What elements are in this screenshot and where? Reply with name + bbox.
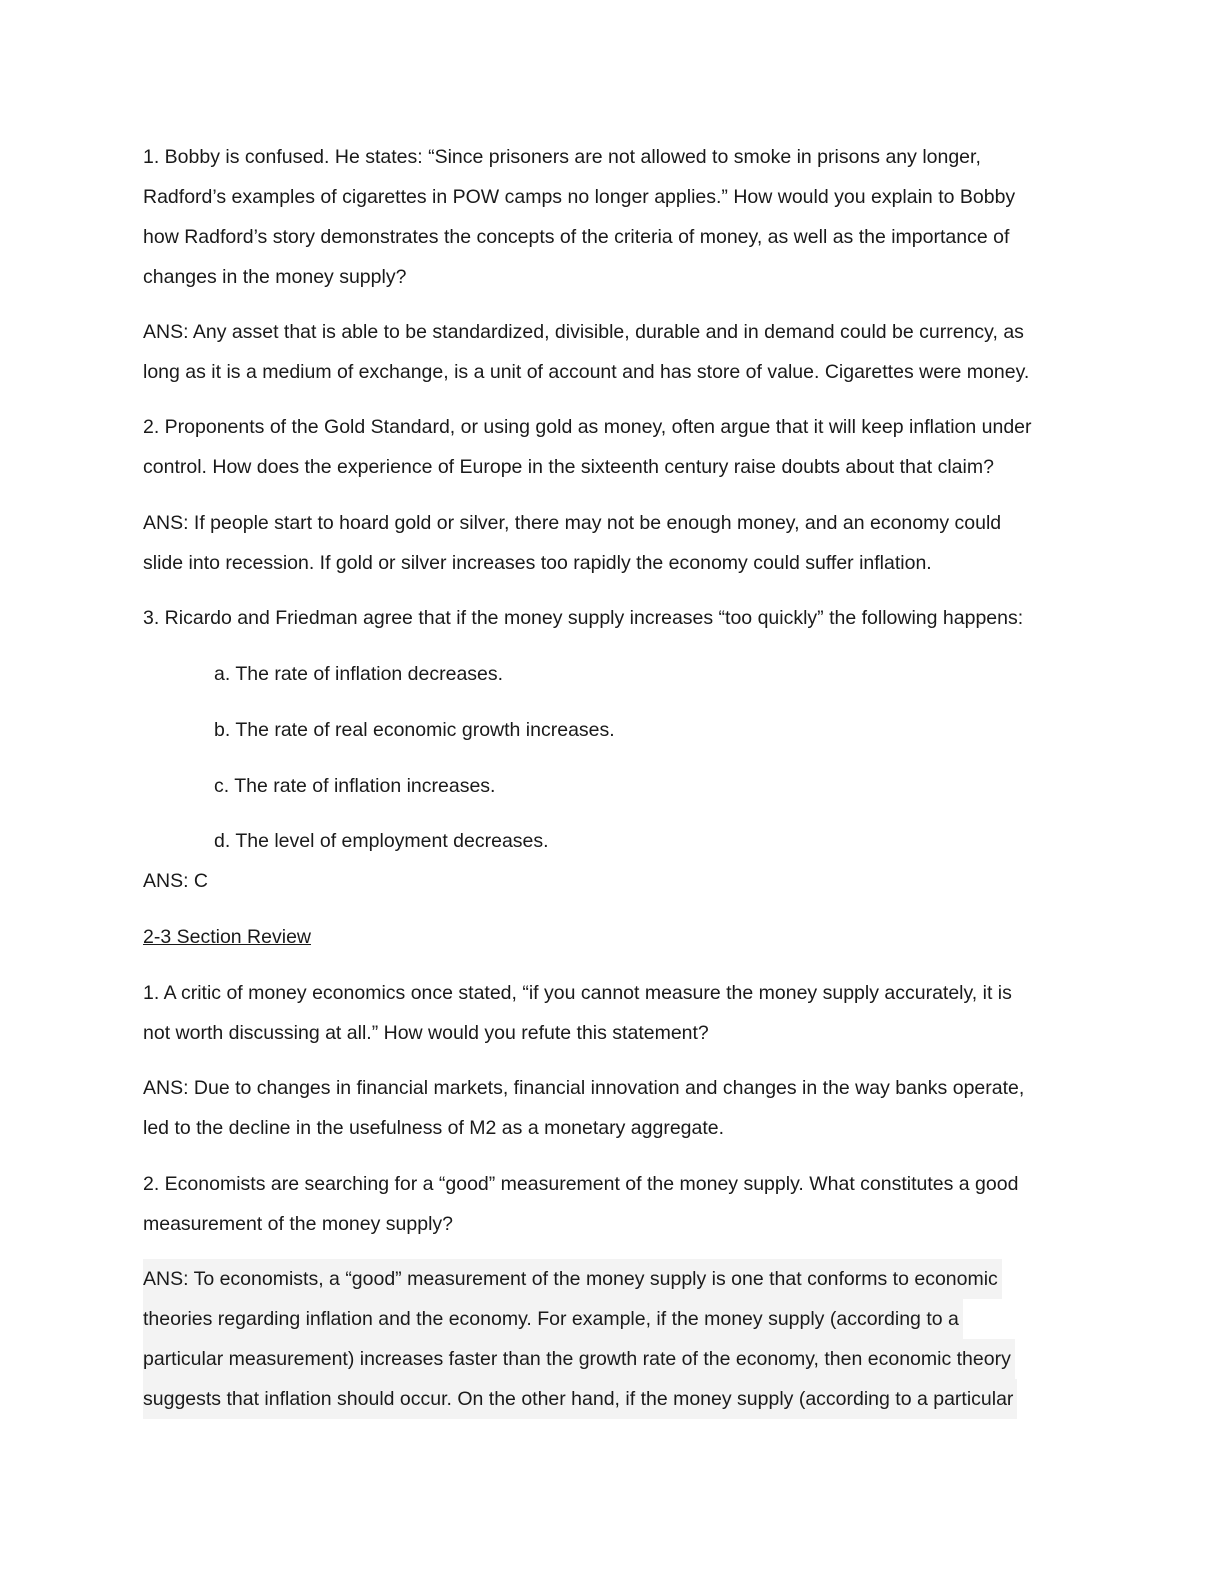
question-1-line: how Radford’s story demonstrates the concepts of the criteria of money, as well as the importance of [143,226,1010,248]
question-3-option-b [214,710,615,750]
question-2-line: 2. Proponents of the Gold Standard, or using gold as money, often argue that it will keep inflation under [143,416,1032,438]
question-3-stem-text: 3. Ricardo and Friedman agree that if the money supply increases “too quickly” the following happens: [143,607,1024,629]
question-2 [143,407,1032,487]
section-question-1 [143,973,1012,1053]
question-3-option-c [214,766,495,806]
section-answer-1-line: led to the decline in the usefulness of M2 as a monetary aggregate. [143,1117,725,1139]
question-1-line: Radford’s examples of cigarettes in POW camps no longer applies.” How would you explain to Bobby [143,186,1016,208]
answer-1-line: long as it is a medium of exchange, is a unit of account and has store of value. Cigarettes were money. [143,361,1030,383]
section-heading-text: 2-3 Section Review [143,926,311,948]
option-text: c. The rate of inflation increases. [214,775,496,797]
answer-2-line: slide into recession. If gold or silver increases too rapidly the economy could suffer inflation. [143,552,932,574]
answer-2 [143,503,1001,583]
section-heading [143,917,311,957]
question-1 [143,137,1015,297]
question-3-option-d [214,821,549,861]
answer-1-line: ANS: Any asset that is able to be standardized, divisible, durable and in demand could be currency, as [143,321,1024,343]
section-answer-2-line: theories regarding inflation and the economy. For example, if the money supply (according to a [143,1299,963,1339]
question-2-line: control. How does the experience of Europe in the sixteenth century raise doubts about that claim? [143,456,994,478]
answer-3-text: ANS: C [143,870,209,892]
section-question-1-line: not worth discussing at all.” How would you refute this statement? [143,1022,709,1044]
section-answer-1-line: ANS: Due to changes in financial markets, financial innovation and changes in the way banks operate, [143,1077,1025,1099]
section-answer-1 [143,1068,1024,1148]
question-1-line: 1. Bobby is confused. He states: “Since prisoners are not allowed to smoke in prisons any longer, [143,146,981,168]
document-page [143,0,1068,1584]
section-question-1-line: 1. A critic of money economics once stated, “if you cannot measure the money supply accurately, it is [143,982,1012,1004]
question-3-option-a [214,654,503,694]
section-answer-2-line: ANS: To economists, a “good” measurement of the money supply is one that conforms to economic [143,1259,1002,1299]
option-text: d. The level of employment decreases. [214,830,549,852]
section-answer-2-line: suggests that inflation should occur. On the other hand, if the money supply (according to a particular [143,1379,1017,1419]
section-answer-2 [143,1259,1017,1419]
answer-1 [143,312,1029,392]
question-3-stem [143,598,1023,638]
answer-3 [143,861,208,901]
option-text: a. The rate of inflation decreases. [214,663,504,685]
section-answer-2-line: particular measurement) increases faster than the growth rate of the economy, then economic theory [143,1339,1015,1379]
section-question-2-line: 2. Economists are searching for a “good” measurement of the money supply. What constitutes a good [143,1173,1019,1195]
option-text: b. The rate of real economic growth increases. [214,719,615,741]
answer-2-line: ANS: If people start to hoard gold or silver, there may not be enough money, and an economy could [143,512,1002,534]
question-1-line: changes in the money supply? [143,266,407,288]
section-question-2-line: measurement of the money supply? [143,1213,454,1235]
section-question-2 [143,1164,1018,1244]
